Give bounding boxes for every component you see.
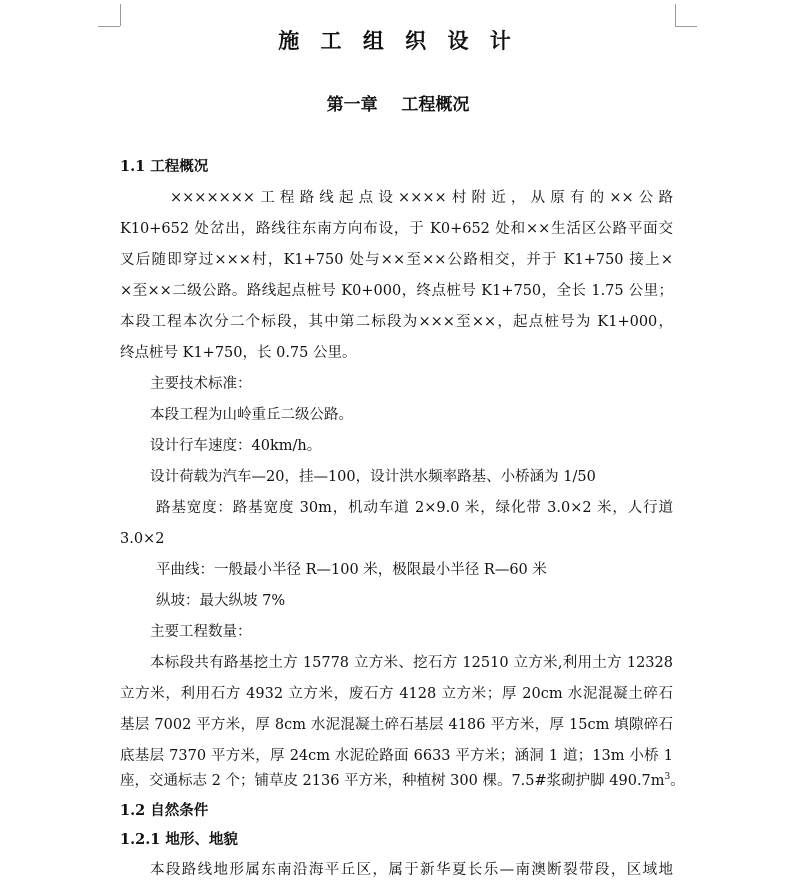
quantities-heading: 主要工程数量： xyxy=(150,624,252,640)
paragraph-line: K10+652 处岔出，路线往东南方向布设，于 K0+652 处和××生活区公路平面交 xyxy=(120,221,673,237)
paragraph-line: 本段工程本次分二个标段，其中第二标段为×××至××，起点桩号为 K1+000， xyxy=(120,314,673,330)
crop-mark-top-left-vertical xyxy=(120,4,121,26)
crop-mark-top-right-vertical xyxy=(675,4,676,26)
quantities-line: 底基层 7370 平方米，厚 24cm 水泥砼路面 6633 平方米；涵洞 1 道；13m 小桥 1 xyxy=(120,748,673,764)
quantities-line: 立方米，利用石方 4932 立方米，废石方 4128 立方米；厚 20cm 水泥混凝土碎石 xyxy=(120,686,673,702)
tech-standard-line: 3.0×2 xyxy=(120,531,165,547)
quantities-line-text: 座，交通标志 2 个；铺草皮 2136 平方米，种植树 300 棵。7.5#浆砌护脚 490.7m xyxy=(120,773,665,789)
tech-standard-line: 设计行车速度：40km/h。 xyxy=(150,438,322,454)
paragraph-line: ×至××二级公路。路线起点桩号 K0+000，终点桩号 K1+750，全长 1.75 公里； xyxy=(120,283,673,299)
section-heading-1-2-1: 1.2.1 地形、地貌 xyxy=(120,831,238,848)
tech-standard-line: 纵坡：最大纵坡 7% xyxy=(156,593,286,609)
chapter-title: 第一章 工程概况 xyxy=(326,95,470,115)
cubic-superscript: 3 xyxy=(664,772,671,783)
quantities-line xyxy=(120,770,685,792)
tech-standard-line: 本段工程为山岭重丘二级公路。 xyxy=(150,407,353,423)
paragraph-line: ×××××××工程路线起点设××××村附近，从原有的××公路 xyxy=(170,190,673,206)
document-title: 施 工 组 织 设 计 xyxy=(278,28,518,53)
quantities-line: 基层 7002 平方米，厚 8cm 水泥混凝土碎石基层 4186 平方米，厚 15cm 填隙碎石 xyxy=(120,717,673,733)
section-heading-1-2: 1.2 自然条件 xyxy=(120,802,209,819)
section-heading-1-1: 1.1 工程概况 xyxy=(120,158,209,175)
paragraph-line: 本段路线地形属东南沿海平丘区，属于新华夏长乐—南澳断裂带段，区域地 xyxy=(150,862,673,878)
tech-standard-line: 设计荷载为汽车—20，挂—100，设计洪水频率路基、小桥涵为 1/50 xyxy=(150,469,596,485)
paragraph-line: 叉后随即穿过×××村，K1+750 处与××至××公路相交，并于 K1+750 接上× xyxy=(120,252,673,268)
tech-standard-line: 路基宽度：路基宽度 30m，机动车道 2×9.0 米，绿化带 3.0×2 米，人行道 xyxy=(156,500,673,516)
tech-standards-heading: 主要技术标准： xyxy=(150,376,252,392)
quantities-line: 本标段共有路基挖土方 15778 立方米、挖石方 12510 立方米,利用土方 12328 xyxy=(150,655,673,671)
paragraph-line: 终点桩号 K1+750，长 0.75 公里。 xyxy=(120,345,357,361)
quantities-line-end: 。 xyxy=(670,773,685,789)
tech-standard-line: 平曲线：一般最小半径 R—100 米，极限最小半径 R—60 米 xyxy=(156,562,547,578)
